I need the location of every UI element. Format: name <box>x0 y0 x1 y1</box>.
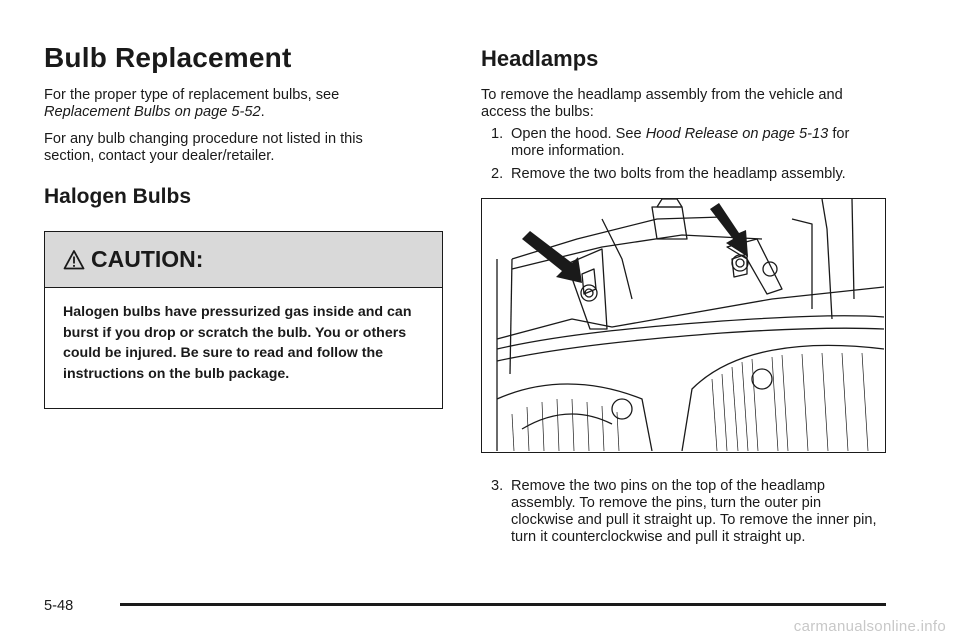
dealer-paragraph: For any bulb changing procedure not listed in this section, contact your dealer/retailer. <box>44 131 363 164</box>
headlamps-intro: To remove the headlamp assembly from the vehicle and access the bulbs: <box>481 87 843 120</box>
caution-title: CAUTION: <box>91 246 204 272</box>
step-1 <box>481 126 886 160</box>
step-text: Remove the two pins on the top of the headlamp assembly. To remove the pins, turn the outer pin clockwise and pull it straight up. To remove the inner pin, turn it counterclockwise and pull it straight up. <box>511 478 877 545</box>
step-number: 2. <box>491 166 504 182</box>
step-text-after: for more information. <box>511 126 850 159</box>
intro-end: . <box>260 104 265 120</box>
hood-release-reference[interactable]: Hood Release on page 5-13 <box>645 126 829 142</box>
warning-triangle-icon <box>63 249 85 271</box>
section-title-headlamps: Headlamps <box>481 46 599 71</box>
section-title-halogen: Halogen Bulbs <box>44 185 192 208</box>
caution-body: Halogen bulbs have pressurized gas inside and can burst if you drop or scratch the bulb. You or others could be injured. Be sure to read and follow the instructions on the bulb package. <box>63 304 412 382</box>
headlamp-assembly-drawing <box>482 199 884 451</box>
step-text: Remove the two bolts from the headlamp assembly. <box>511 166 846 182</box>
caution-header <box>45 232 442 288</box>
step-number: 3. <box>491 478 504 494</box>
steps-list-bottom <box>481 478 886 546</box>
intro-text: For the proper type of replacement bulbs, see <box>44 87 340 103</box>
step-2 <box>481 166 886 183</box>
caution-box <box>44 231 443 409</box>
steps-list-top <box>481 126 886 183</box>
headlamp-illustration <box>481 198 886 453</box>
watermark: carmanualsonline.info <box>793 618 946 635</box>
page-title: Bulb Replacement <box>44 42 292 73</box>
step-3 <box>481 478 886 546</box>
intro-paragraph <box>44 87 424 121</box>
step-number: 1. <box>491 126 504 142</box>
page-number: 5-48 <box>44 598 74 614</box>
step-text: Open the hood. See <box>511 126 646 142</box>
replacement-bulbs-reference[interactable]: Replacement Bulbs on page 5-52 <box>44 104 261 120</box>
footer-rule <box>120 603 886 606</box>
